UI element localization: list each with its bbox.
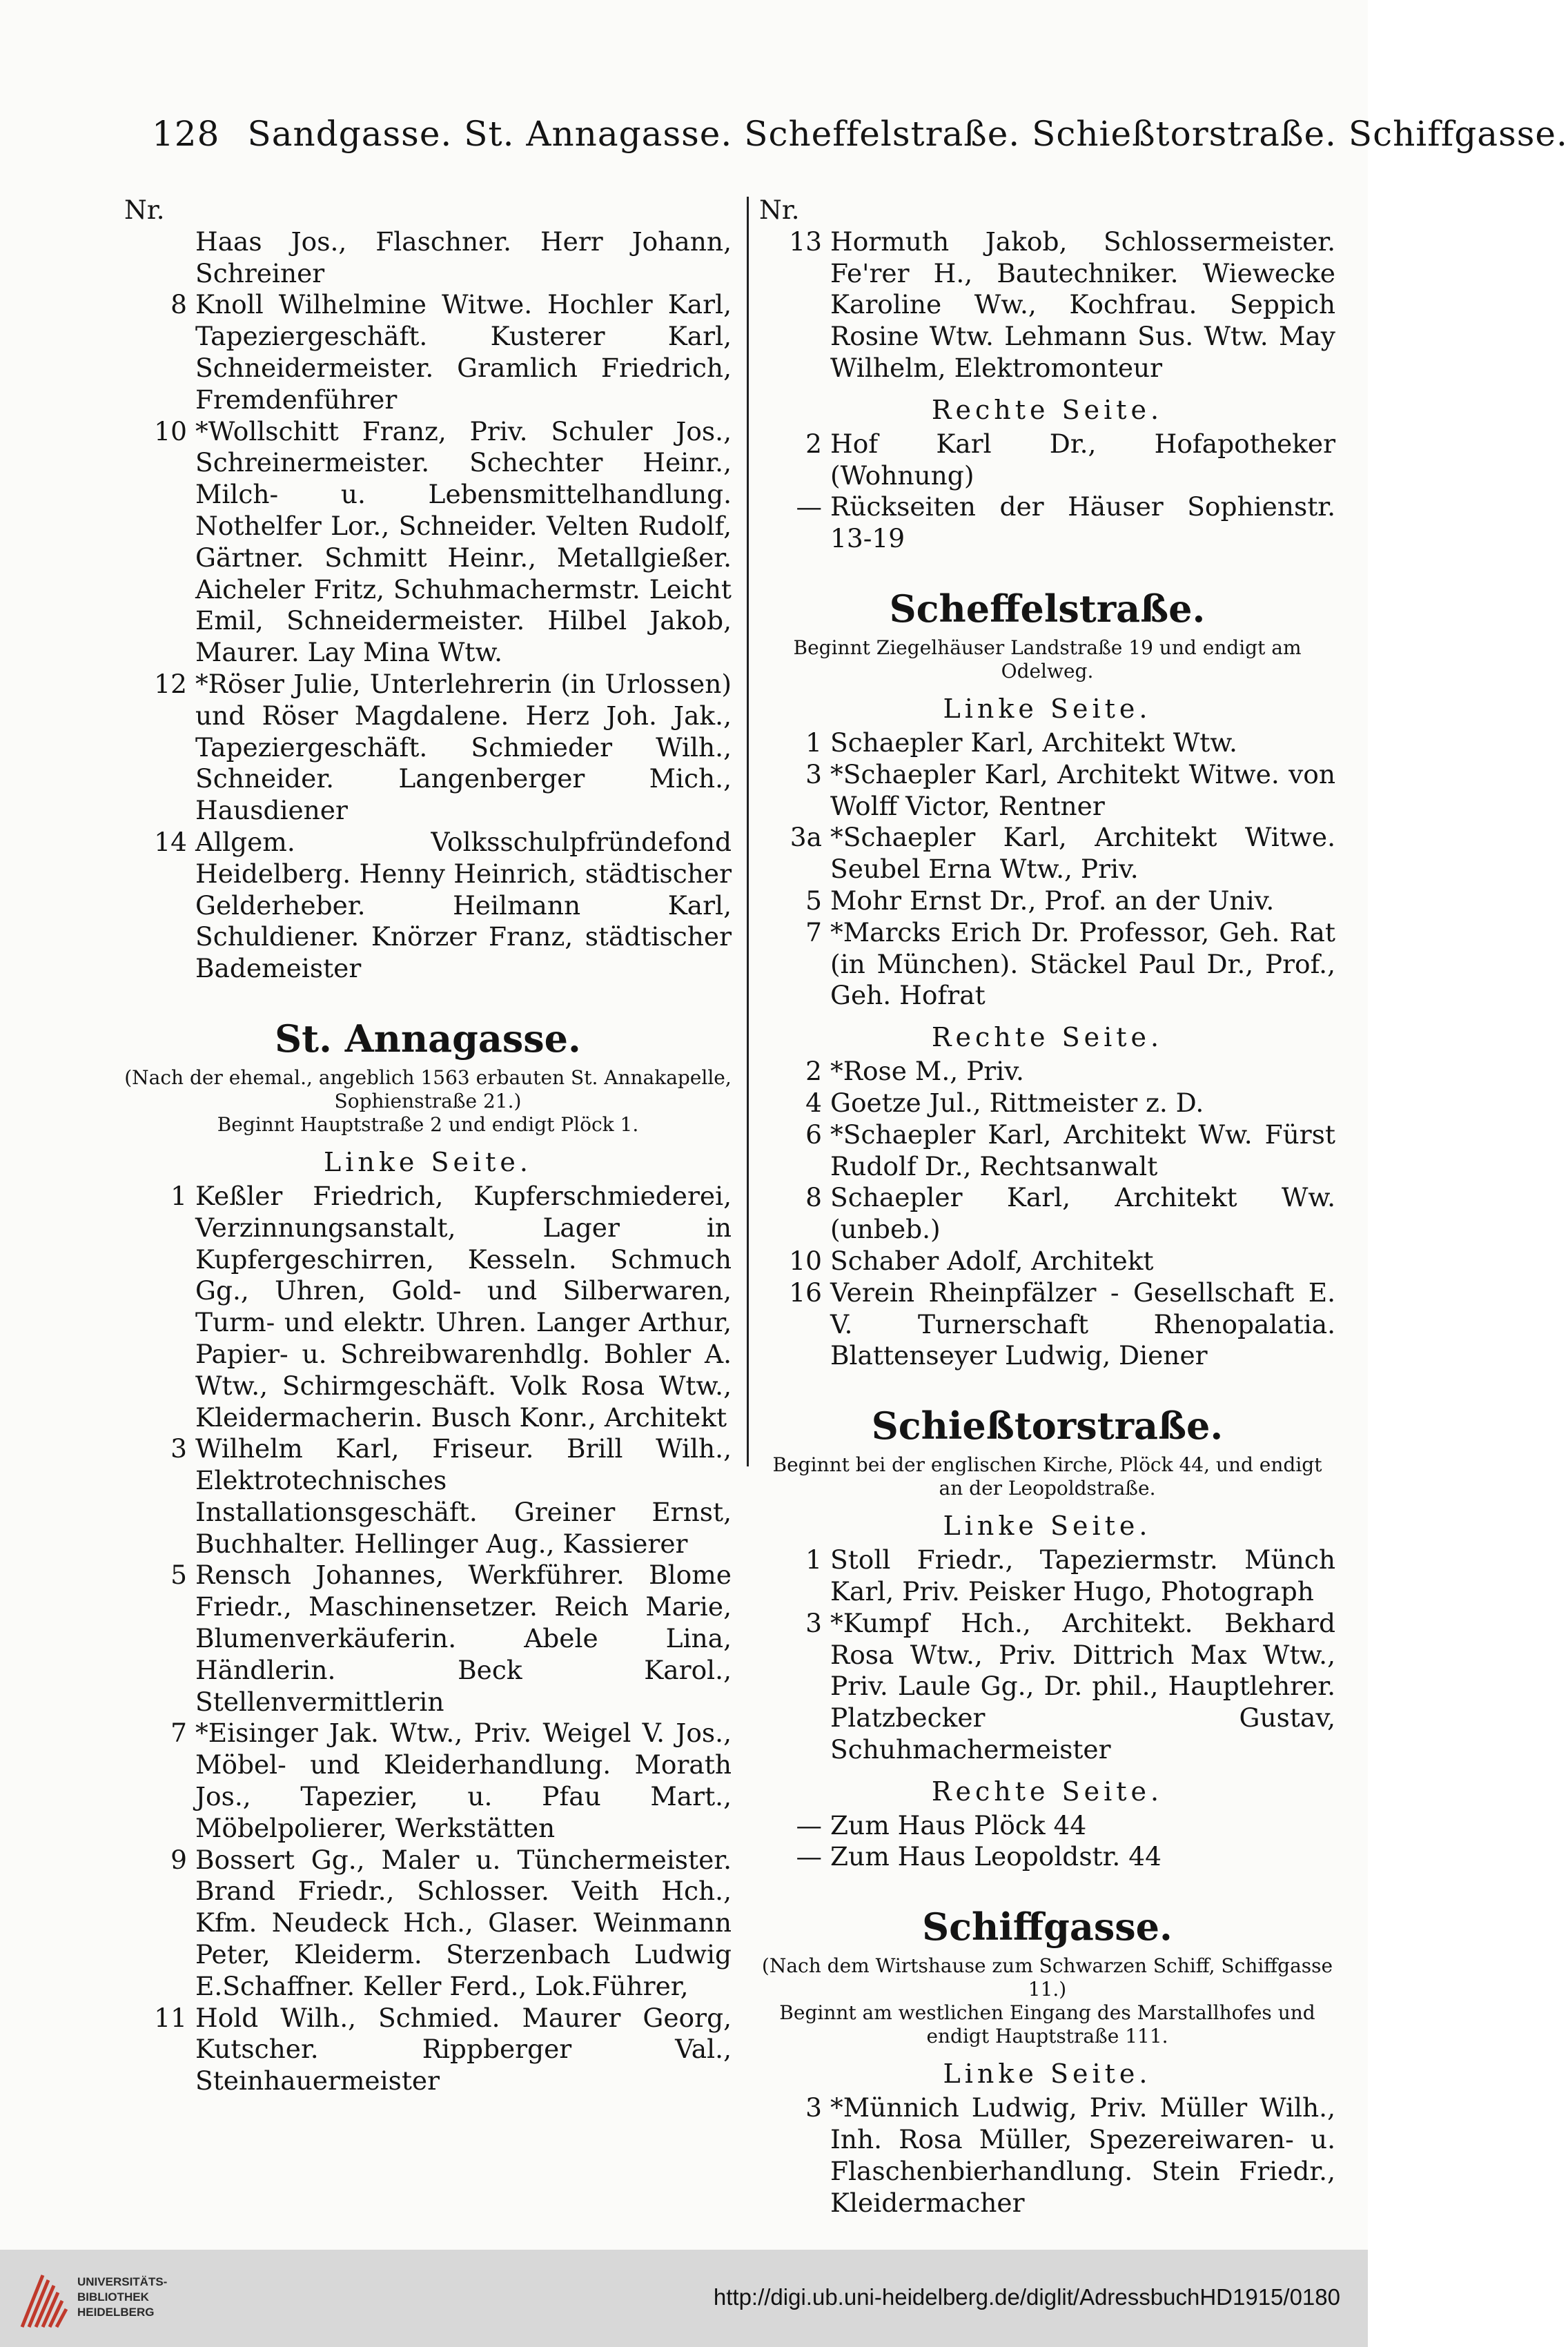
entry-text: Bossert Gg., Maler u. Tünchermeister. Brand Friedr., Schlosser. Veith Hch., Kfm. Neudeck Hch., Glaser. Weinmann Peter, Kleiderm. Sterzenbach Ludwig E.Schaffner. Keller Ferd., Lok.Führer,	[195, 1844, 732, 2001]
street-note: (Nach dem Wirtshause zum Schwarzen Schiff, Schiffgasse 11.)	[761, 1954, 1333, 2001]
street-note: Beginnt bei der englischen Kirche, Plöck 44, und endigt an der Leopoldstraße.	[772, 1453, 1322, 1500]
nr-label: Nr.	[124, 195, 165, 225]
entry-text: Hold Wilh., Schmied. Maurer Georg, Kutscher. Rippberger Val., Steinhauermeister	[195, 2002, 732, 2096]
page-number: 128	[152, 114, 220, 154]
street-heading: St. Annagasse.	[275, 1016, 581, 1061]
house-number: 3a	[790, 822, 822, 853]
page-title: Sandgasse. St. Annagasse. Scheffelstraße. Schießtorstraße. Schiffgasse.	[247, 114, 1568, 154]
page-header	[152, 114, 1568, 154]
entry-text: Verein Rheinpfälzer - Gesellschaft E. V. Turnerschaft Rhenopalatia. Blattenseyer Ludwig, Diener	[830, 1277, 1335, 1371]
entry-text: Rensch Johannes, Werkführer. Blome Friedr., Maschinensetzer. Reich Marie, Blumenverkäuferin. Abele Lina, Händlerin. Beck Karol., Stellenvermittlerin	[195, 1560, 732, 1717]
house-number: 7	[805, 916, 822, 947]
entry-text: Rückseiten der Häuser Sophienstr. 13-19	[830, 491, 1335, 554]
house-number: 3	[805, 2092, 822, 2123]
entry-text: *Rose M., Priv.	[830, 1056, 1024, 1087]
list-item	[124, 1718, 732, 1844]
house-number: 16	[789, 1277, 822, 1308]
street-note: Beginnt Ziegelhäuser Landstraße 19 und endigt am Odelweg.	[793, 636, 1302, 683]
entry-text: Schaepler Karl, Architekt Wtw.	[830, 727, 1237, 758]
house-number: —	[796, 1809, 822, 1840]
list-item	[759, 759, 1335, 823]
list-item	[759, 727, 1335, 759]
entry-text: Hormuth Jakob, Schlossermeister. Fe'rer H., Bautechniker. Wiewecke Karoline Ww., Kochfrau. Seppich Rosine Wtw. Lehmann Sus. Wtw. May Wilhelm, Elektromonteur	[830, 226, 1335, 383]
list-item	[124, 1845, 732, 2003]
list-item	[759, 1841, 1335, 1873]
left-column	[124, 195, 732, 2097]
entry-text: Schaepler Karl, Architekt Ww. (unbeb.)	[830, 1182, 1335, 1245]
house-number: 8	[170, 289, 187, 320]
house-number: 12	[154, 668, 187, 699]
house-number: 9	[170, 1844, 187, 1875]
logo-text: UNIVERSITÄTS- BIBLIOTHEK HEIDELBERG	[77, 2275, 168, 2319]
house-number: 3	[170, 1433, 187, 1464]
entry-text: *Kumpf Hch., Architekt. Bekhard Rosa Wtw., Priv. Dittrich Max Wtw., Priv. Laule Gg., Dr. phil., Hauptlehrer. Platzbecker Gustav, Schuhmachermeister	[830, 1607, 1335, 1765]
list-item	[759, 491, 1335, 555]
side-heading: Rechte Seite.	[931, 1022, 1164, 1053]
viewer-footer	[0, 2250, 1368, 2347]
right-column	[759, 195, 1335, 2219]
side-heading: Linke Seite.	[943, 693, 1152, 724]
side-heading: Rechte Seite.	[931, 394, 1164, 425]
source-url-link[interactable]: http://digi.ub.uni-heidelberg.de/diglit/AdressbuchHD1915/0180	[713, 2284, 1340, 2310]
house-number: 8	[805, 1182, 822, 1213]
entry-text: Goetze Jul., Rittmeister z. D.	[830, 1087, 1204, 1118]
house-number: 1	[805, 727, 822, 758]
column-divider	[747, 197, 749, 1466]
nr-label: Nr.	[759, 195, 800, 225]
entry-text: *Wollschitt Franz, Priv. Schuler Jos., Schreinermeister. Schechter Heinr., Milch- u. Lebensmittelhandlung. Nothelfer Lor., Schneider. Velten Rudolf, Gärtner. Schmitt Heinr., Metallgießer. Aicheler Fritz, Schuhmachermstr. Leicht Emil, Schneidermeister. Hilbel Jakob, Maurer. Lay Mina Wtw.	[195, 415, 732, 668]
list-item	[759, 1119, 1335, 1183]
street-note: Beginnt am westlichen Eingang des Marstallhofes und endigt Hauptstraße 111.	[779, 2001, 1315, 2048]
house-number: 3	[805, 758, 822, 789]
entry-text: Zum Haus Leopoldstr. 44	[830, 1841, 1162, 1872]
house-number: 2	[805, 1056, 822, 1087]
list-item	[124, 2003, 732, 2097]
street-note: Beginnt Hauptstraße 2 und endigt Plöck 1.	[217, 1112, 639, 1136]
list-item	[759, 885, 1335, 917]
house-number: 10	[789, 1245, 822, 1276]
entry-text: *Schaepler Karl, Architekt Ww. Fürst Rudolf Dr., Rechtsanwalt	[830, 1119, 1335, 1181]
list-item	[759, 429, 1335, 492]
entry-text: Stoll Friedr., Tapeziermstr. Münch Karl, Priv. Peisker Hugo, Photograph	[830, 1544, 1335, 1607]
list-item	[759, 226, 1335, 384]
list-item	[124, 1433, 732, 1560]
entry-text: *Marcks Erich Dr. Professor, Geh. Rat (in München). Stäckel Paul Dr., Prof., Geh. Hofrat	[830, 916, 1335, 1011]
list-item	[124, 1181, 732, 1433]
house-number: 7	[170, 1718, 187, 1749]
entry-text: *Münnich Ludwig, Priv. Müller Wilh., Inh. Rosa Müller, Spezereiwaren- u. Flaschenbierhandlung. Stein Friedr., Kleidermacher	[830, 2092, 1335, 2218]
list-item	[124, 226, 732, 290]
house-number: 3	[805, 1607, 822, 1638]
house-number: 13	[789, 226, 822, 257]
entry-text: Mohr Ernst Dr., Prof. an der Univ.	[830, 885, 1275, 916]
list-item	[759, 1246, 1335, 1277]
entry-text: Hof Karl Dr., Hofapotheker (Wohnung)	[830, 428, 1335, 491]
street-note: (Nach der ehemal., angeblich 1563 erbauten St. Annakapelle, Sophienstraße 21.)	[124, 1066, 732, 1112]
side-heading: Linke Seite.	[943, 1511, 1152, 1542]
list-item	[759, 917, 1335, 1012]
house-number: 4	[805, 1087, 822, 1118]
list-item	[759, 1810, 1335, 1842]
list-item	[124, 416, 732, 669]
list-item	[124, 827, 732, 985]
entry-text: Haas Jos., Flaschner. Herr Johann, Schreiner	[195, 226, 732, 288]
house-number: 11	[154, 2002, 187, 2033]
entry-text: Zum Haus Plöck 44	[830, 1809, 1087, 1840]
entry-text: *Schaepler Karl, Architekt Witwe. Seubel Erna Wtw., Priv.	[830, 822, 1335, 885]
list-item	[759, 822, 1335, 885]
entry-text: *Schaepler Karl, Architekt Witwe. von Wolff Victor, Rentner	[830, 758, 1335, 821]
list-item	[759, 1056, 1335, 1088]
entry-text: Allgem. Volksschulpfründefond Heidelberg. Henny Heinrich, städtischer Gelderheber. Heilmann Karl, Schuldiener. Knörzer Franz, städtischer Bademeister	[195, 826, 732, 984]
entry-text: Keßler Friedrich, Kupferschmiederei, Verzinnungsanstalt, Lager in Kupfergeschirren, Kesseln. Schmuch Gg., Uhren, Gold- und Silberwaren, Turm- und elektr. Uhren. Langer Arthur, Papier- u. Schreibwarenhdlg. Bohler A. Wtw., Schirmgeschäft. Volk Rosa Wtw., Kleidermacherin. Busch Konr., Architekt	[195, 1180, 732, 1433]
list-item	[759, 1088, 1335, 1119]
street-heading: Schießtorstraße.	[871, 1404, 1224, 1449]
house-number: 14	[154, 826, 187, 857]
entry-text: Knoll Wilhelmine Witwe. Hochler Karl, Tapeziergeschäft. Kusterer Karl, Schneidermeister. Gramlich Friedrich, Fremdenführer	[195, 289, 732, 415]
house-number: 10	[154, 415, 187, 446]
street-heading: Scheffelstraße.	[889, 586, 1206, 631]
entry-text: Wilhelm Karl, Friseur. Brill Wilh., Elektrotechnisches Installationsgeschäft. Greiner Ernst, Buchhalter. Hellinger Aug., Kassierer	[195, 1433, 732, 1559]
house-number: 6	[805, 1119, 822, 1150]
entry-text: Schaber Adolf, Architekt	[830, 1245, 1154, 1276]
list-item	[124, 289, 732, 415]
side-heading: Rechte Seite.	[931, 1776, 1164, 1807]
house-number: 2	[805, 428, 822, 459]
house-number: 5	[805, 885, 822, 916]
entry-text: *Eisinger Jak. Wtw., Priv. Weigel V. Jos., Möbel- und Kleiderhandlung. Morath Jos., Tapezier, u. Pfau Mart., Möbelpolierer, Werkstätten	[195, 1718, 732, 1843]
street-heading: Schiffgasse.	[922, 1905, 1173, 1950]
list-item	[759, 1608, 1335, 1766]
university-library-logo-icon	[15, 2265, 84, 2334]
list-item	[759, 1544, 1335, 1608]
list-item	[124, 669, 732, 827]
list-item	[124, 1560, 732, 1718]
house-number: —	[796, 1841, 822, 1872]
house-number: —	[796, 491, 822, 522]
entry-text: *Röser Julie, Unterlehrerin (in Urlossen) und Röser Magdalene. Herz Joh. Jak., Tapeziergeschäft. Schmieder Wilh., Schneider. Langenberger Mich., Hausdiener	[195, 668, 732, 826]
house-number: 5	[170, 1560, 187, 1591]
side-heading: Linke Seite.	[943, 2059, 1152, 2090]
list-item	[759, 1182, 1335, 1246]
house-number: 1	[805, 1544, 822, 1575]
list-item	[759, 2092, 1335, 2219]
list-item	[759, 1277, 1335, 1372]
house-number: 1	[170, 1180, 187, 1211]
side-heading: Linke Seite.	[324, 1146, 532, 1177]
